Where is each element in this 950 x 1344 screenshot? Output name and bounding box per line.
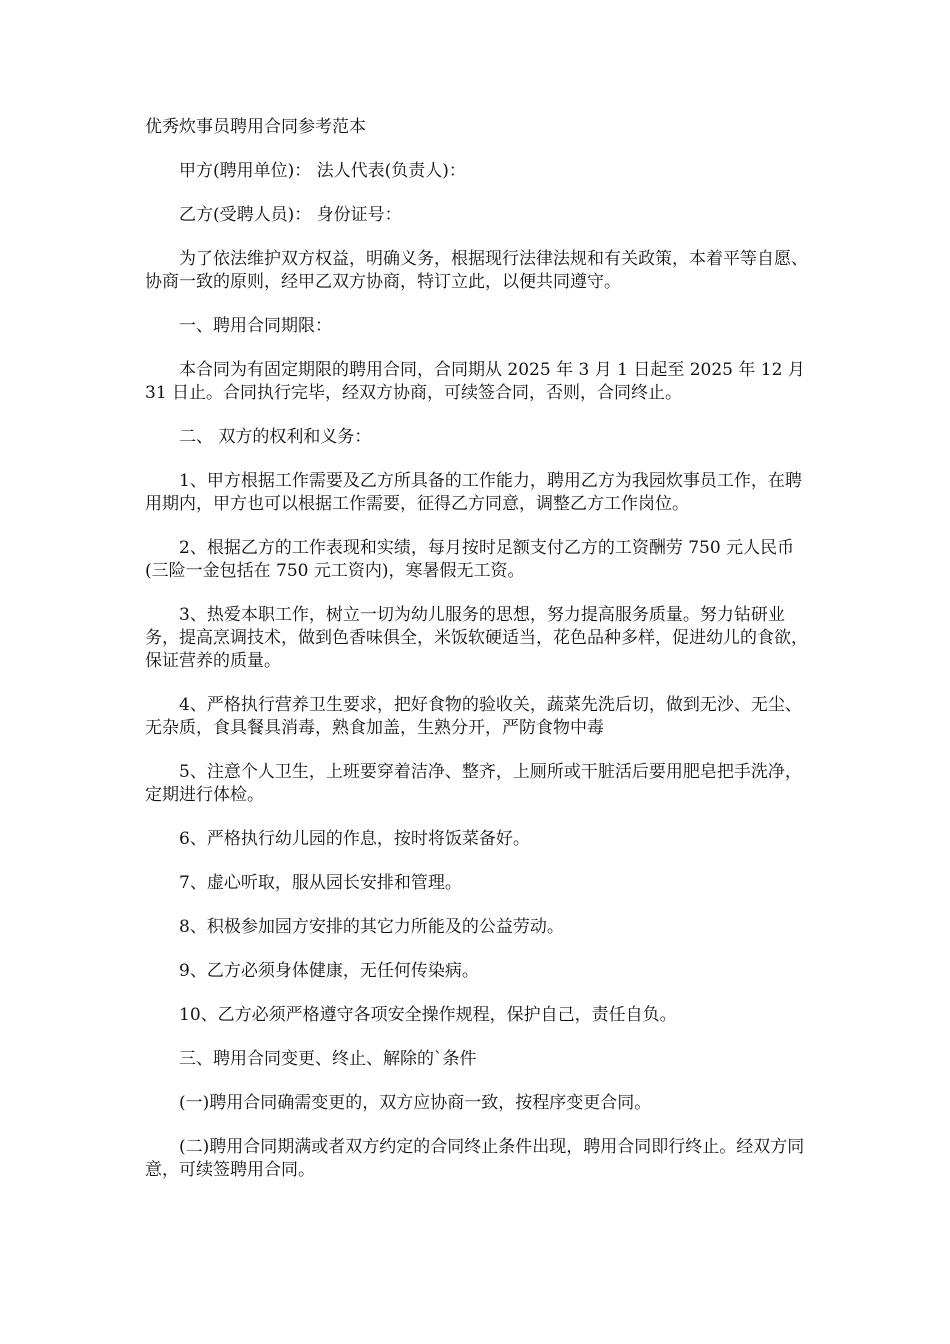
term-paragraph: 本合同为有固定期限的聘用合同，合同期从 2025 年 3 月 1 日起至 2025 年 12 月 31 日止。合同执行完毕，经双方协商，可续签合同，否则，合同终止。 bbox=[145, 360, 805, 403]
clause-item: 9、乙方必须身体健康，无任何传染病。 bbox=[179, 961, 479, 981]
document-title: 优秀炊事员聘用合同参考范本 bbox=[145, 117, 366, 137]
clause-item: 2、根据乙方的工作表现和实绩，每月按时足额支付乙方的工资酬劳 750 元人民币(三险一金包括在 750 元工资内)，寒暑假无工资。 bbox=[145, 538, 795, 581]
section-heading-rights: 二、 双方的权利和义务： bbox=[179, 427, 372, 447]
party-b-line: 乙方(受聘人员)： 身份证号： bbox=[179, 205, 402, 225]
section-heading-term: 一、聘用合同期限： bbox=[179, 316, 332, 336]
clause-item: 4、严格执行营养卫生要求，把好食物的验收关，蔬菜先洗后切，做到无沙、无尘、无杂质，食具餐具消毒，熟食加盖，生熟分开，严防食物中毒 bbox=[145, 695, 802, 738]
clause-item: 6、严格执行幼儿园的作息，按时将饭菜备好。 bbox=[179, 829, 530, 849]
change-clause: (二)聘用合同期满或者双方约定的合同终止条件出现，聘用合同即行终止。经双方同意，可续签聘用合同。 bbox=[145, 1137, 805, 1180]
clause-item: 1、甲方根据工作需要及乙方所具备的工作能力，聘用乙方为我园炊事员工作，在聘用期内，甲方也可以根据工作需要，征得乙方同意，调整乙方工作岗位。 bbox=[145, 471, 802, 514]
clause-item: 5、注意个人卫生，上班要穿着洁净、整齐，上厕所或干脏活后要用肥皂把手洗净，定期进行体检。 bbox=[145, 762, 802, 805]
change-clause: (一)聘用合同确需变更的，双方应协商一致，按程序变更合同。 bbox=[179, 1093, 652, 1113]
clause-item: 8、积极参加园方安排的其它力所能及的公益劳动。 bbox=[179, 917, 564, 937]
section-heading-change: 三、聘用合同变更、终止、解除的`条件 bbox=[179, 1049, 477, 1069]
party-a-line: 甲方(聘用单位)： 法人代表(负责人)： bbox=[179, 161, 466, 181]
document-body bbox=[145, 116, 811, 1203]
clause-item: 7、虚心听取，服从园长安排和管理。 bbox=[179, 873, 462, 893]
preamble-paragraph: 为了依法维护双方权益，明确义务，根据现行法律法规和有关政策，本着平等自愿、协商一致的原则，经甲乙双方协商，特订立此，以便共同遵守。 bbox=[145, 249, 808, 292]
clause-item: 10、乙方必须严格遵守各项安全操作规程，保护自己，责任自负。 bbox=[179, 1005, 677, 1025]
clause-item: 3、热爱本职工作，树立一切为幼儿服务的思想，努力提高服务质量。努力钻研业务，提高烹调技术，做到色香味俱全，米饭软硬适当，花色品种多样，促进幼儿的食欲，保证营养的质量。 bbox=[145, 605, 808, 671]
